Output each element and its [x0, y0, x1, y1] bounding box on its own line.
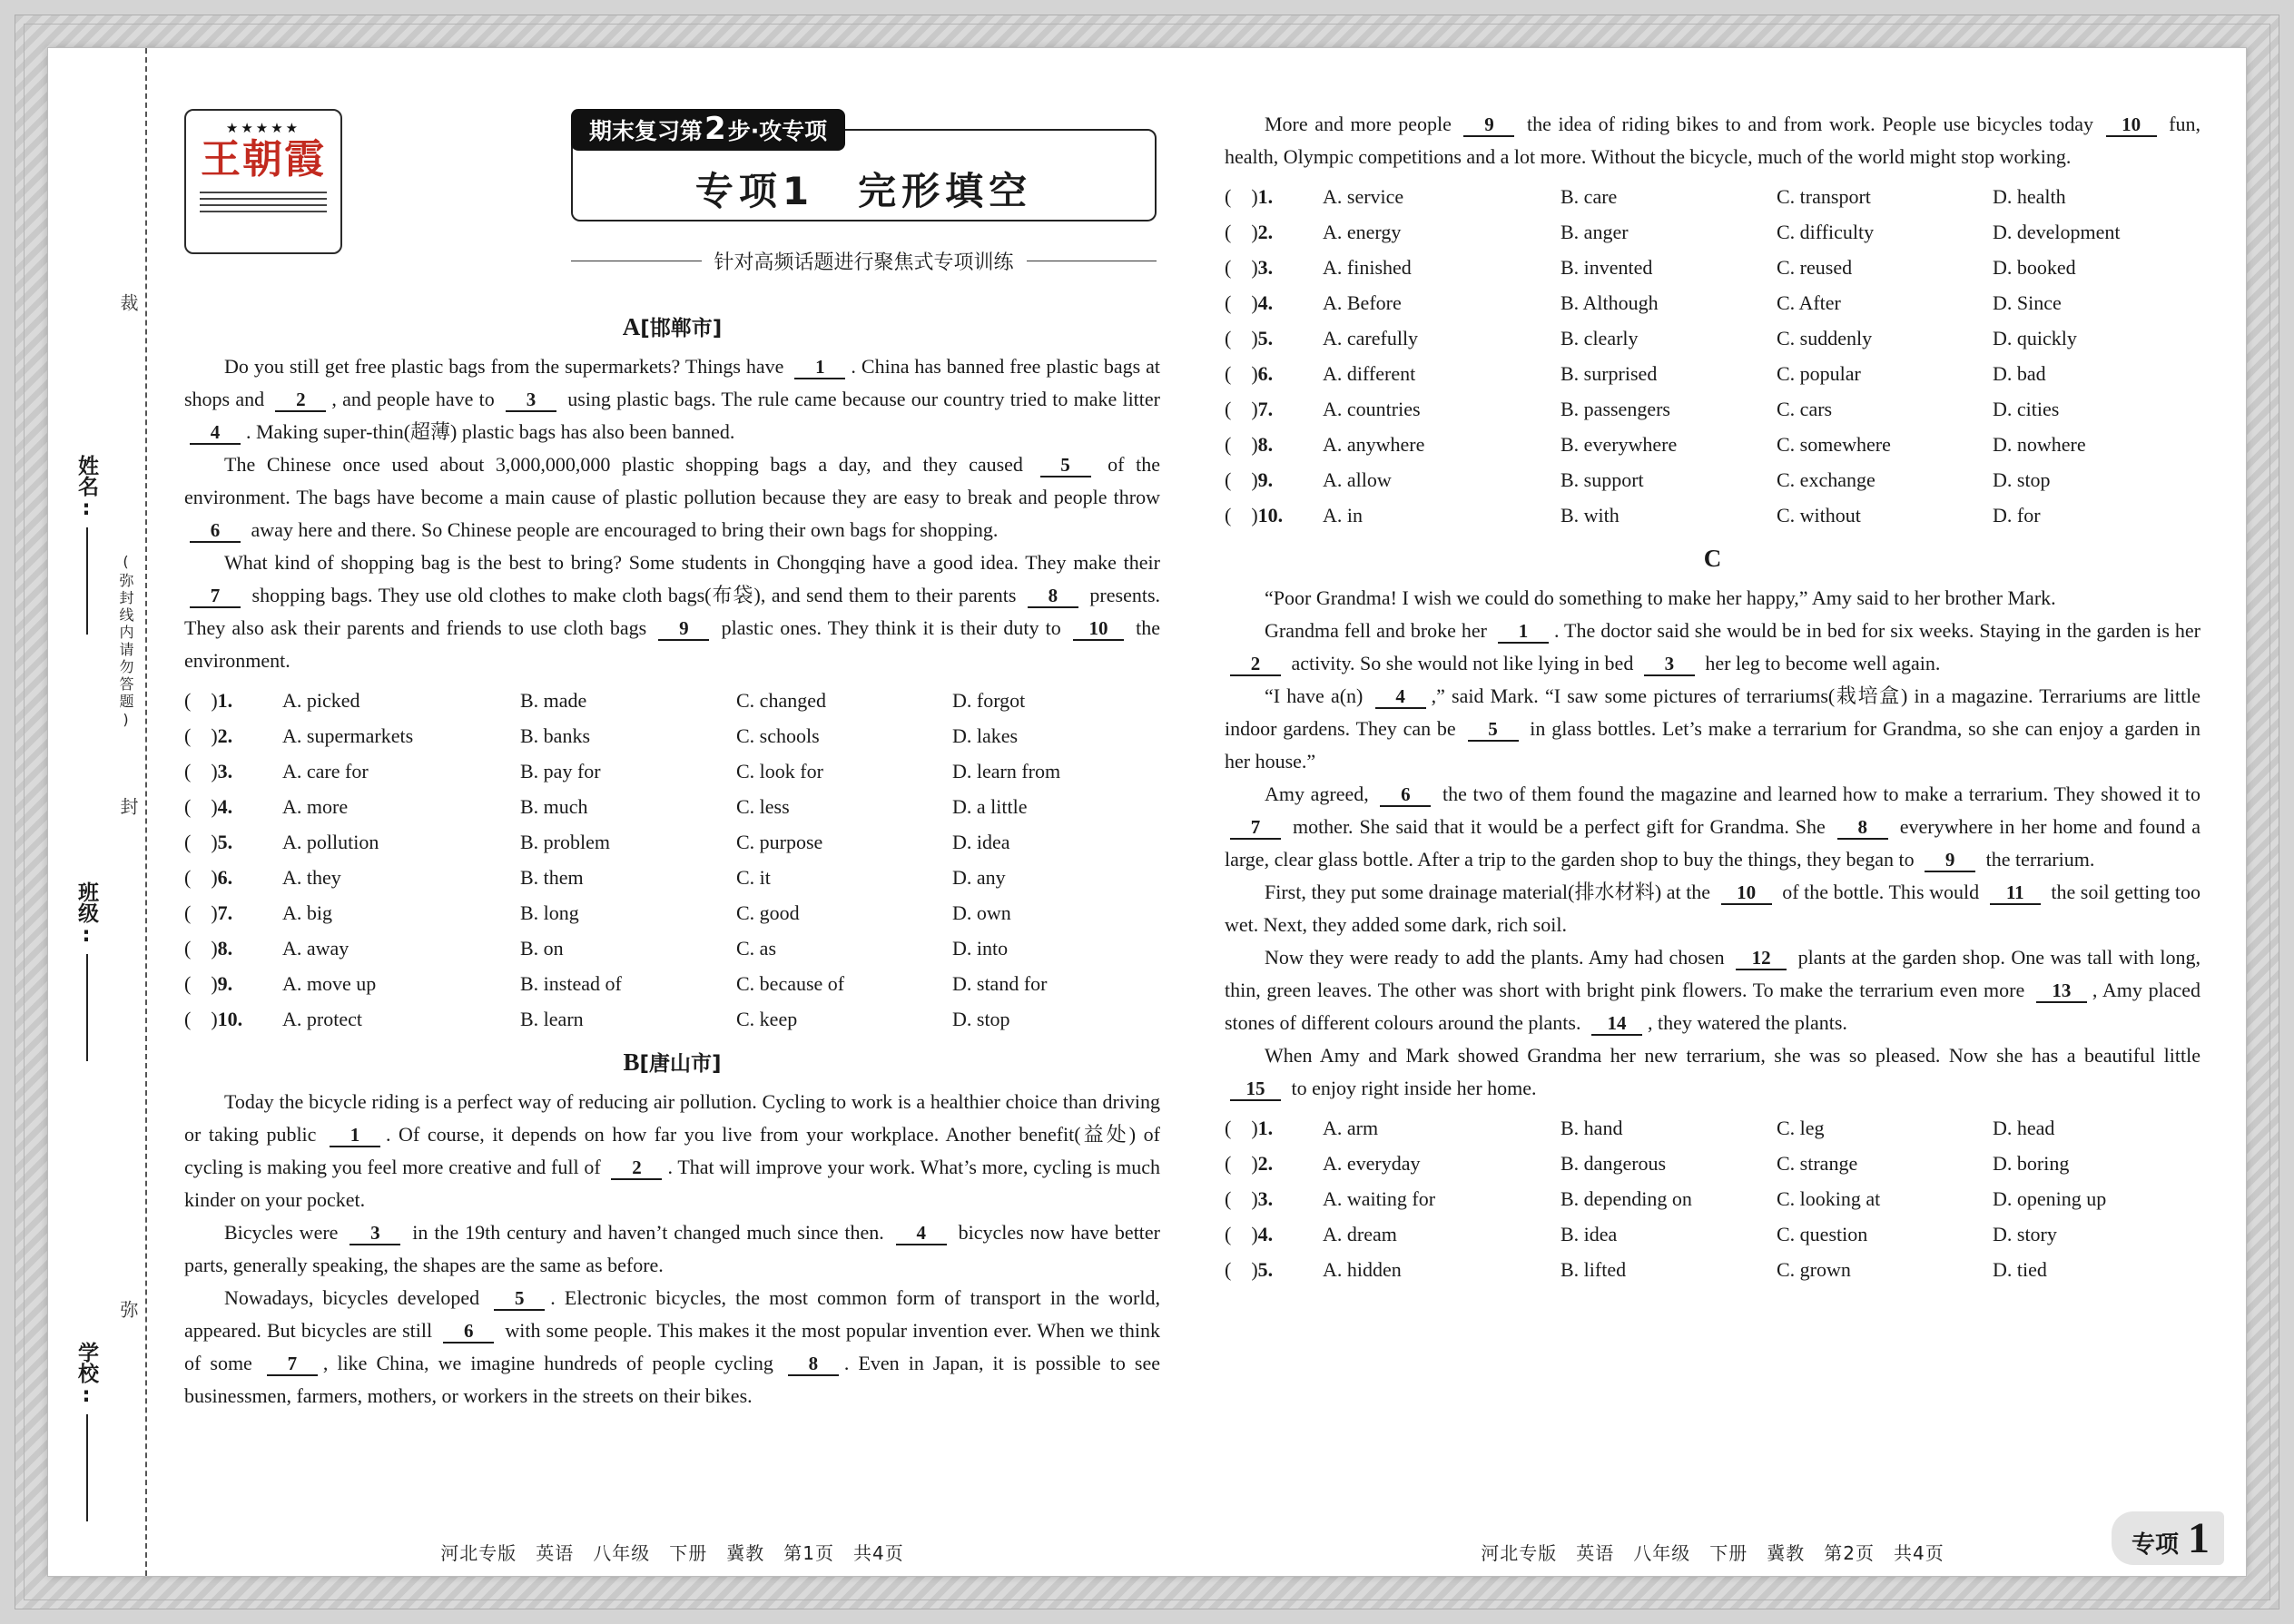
cloze-blank-a-2[interactable]: 2	[275, 389, 326, 412]
section-c-letter: C	[1703, 545, 1722, 572]
answer-slot-a-1[interactable]: ( )1.	[184, 689, 233, 712]
option-b-7-A[interactable]: A. countries	[1323, 398, 1421, 420]
option-c-2-C[interactable]: C. strange	[1777, 1152, 1858, 1175]
options-row-c-3	[1225, 1181, 2200, 1216]
page-tab-label: 专项	[2131, 1531, 2179, 1559]
answer-slot-c-3[interactable]: ( )3.	[1225, 1187, 1274, 1210]
badge-prefix: 期末复习第	[589, 118, 704, 144]
question-number-c-1: 1.	[1257, 1117, 1274, 1139]
question-number-b-6: 6.	[1257, 362, 1274, 385]
cloze-blank-c-3[interactable]: 3	[1644, 653, 1695, 676]
option-c-4-B[interactable]: B. idea	[1561, 1223, 1618, 1245]
option-b-2-A[interactable]: A. energy	[1323, 221, 1402, 243]
cloze-blank-c-12[interactable]: 12	[1736, 947, 1787, 970]
option-a-8-A[interactable]: A. away	[282, 937, 350, 960]
option-c-1-C[interactable]: C. leg	[1777, 1117, 1825, 1139]
option-a-1-D[interactable]: D. forgot	[952, 689, 1026, 712]
cloze-blank-c-9[interactable]: 9	[1925, 849, 1975, 872]
cloze-blank-c-10[interactable]: 10	[1721, 881, 1772, 905]
section-a-heading	[184, 305, 1160, 350]
title-box	[571, 111, 1157, 221]
option-a-7-D[interactable]: D. own	[952, 901, 1011, 924]
question-number-a-4: 4.	[217, 795, 233, 818]
option-b-4-A[interactable]: A. Before	[1323, 291, 1402, 314]
option-c-4-A[interactable]: A. dream	[1323, 1223, 1397, 1245]
option-a-10-D[interactable]: D. stop	[952, 1008, 1010, 1030]
answer-slot-b-5[interactable]: ( )5.	[1225, 327, 1274, 349]
question-number-a-1: 1.	[217, 689, 233, 712]
option-c-2-D[interactable]: D. boring	[1993, 1152, 2070, 1175]
options-row-c-5	[1225, 1252, 2200, 1287]
cloze-blank-c-5[interactable]: 5	[1468, 718, 1519, 742]
answer-slot-c-5[interactable]: ( )5.	[1225, 1258, 1274, 1281]
paragraph-b: Bicycles were 3 in the 19th century and haven’t changed much since then. 4 bicycles now have better parts, generally speaking, the shapes are the same as before.	[184, 1221, 1161, 1276]
option-b-8-A[interactable]: A. anywhere	[1323, 433, 1425, 456]
answer-slot-a-4[interactable]: ( )4.	[184, 795, 233, 818]
options-row-a-3	[184, 753, 1160, 789]
question-number-a-8: 8.	[217, 937, 233, 960]
cloze-blank-b-5[interactable]: 5	[494, 1287, 545, 1311]
page-title: 专项1 完形填空	[694, 169, 1033, 213]
option-b-6-A[interactable]: A. different	[1323, 362, 1416, 385]
option-a-9-B[interactable]: B. instead of	[520, 972, 622, 995]
answer-slot-b-2[interactable]: ( )2.	[1225, 221, 1274, 243]
badge-suffix: 步·攻专项	[727, 118, 828, 144]
paragraph-a: What kind of shopping bag is the best to bring? Some students in Chongqing have a good idea. They make their 7 shopping bags. They use old clothes to make cloth bags(布袋), and send them to their parents 8 presents. They also ask their parents and friends to use cloth bags 9 plastic ones. They think it is their duty to 10 the environment.	[184, 551, 1161, 672]
option-a-7-A[interactable]: A. big	[282, 901, 332, 924]
options-row-b-4	[1225, 285, 2200, 320]
class-field	[72, 881, 102, 1061]
cloze-blank-c-7[interactable]: 7	[1230, 816, 1281, 840]
option-b-3-A[interactable]: A. finished	[1323, 256, 1412, 279]
option-b-5-A[interactable]: A. carefully	[1323, 327, 1419, 349]
option-a-2-A[interactable]: A. supermarkets	[282, 724, 414, 747]
option-b-9-A[interactable]: A. allow	[1323, 468, 1392, 491]
option-b-4-B[interactable]: B. Although	[1561, 291, 1659, 314]
class-label: 班级:	[74, 881, 98, 947]
question-number-c-4: 4.	[1257, 1223, 1274, 1245]
option-c-5-A[interactable]: A. hidden	[1323, 1258, 1402, 1281]
worksheet-paper	[47, 47, 2247, 1577]
answer-slot-a-3[interactable]: ( )3.	[184, 760, 233, 782]
options-row-b-1	[1225, 179, 2200, 214]
school-field	[72, 1342, 102, 1521]
paragraph-c: Now they were ready to add the plants. Amy had chosen 12 plants at the garden shop. One was tall with long, thin, green leaves. The other was short with bright pink flowers. To make the terrarium even more 13 , Amy placed stones of different colours around the plants. 14 , they watered the plants.	[1225, 946, 2201, 1034]
cloze-blank-a-4[interactable]: 4	[190, 421, 241, 445]
option-a-4-B[interactable]: B. much	[520, 795, 588, 818]
option-b-4-C[interactable]: C. After	[1777, 291, 1841, 314]
footer-page-1: 河北专版 英语 八年级 下册 冀教 第1页 共4页	[440, 1542, 904, 1564]
cloze-blank-a-1[interactable]: 1	[794, 356, 845, 379]
cloze-blank-c-8[interactable]: 8	[1837, 816, 1888, 840]
name-field	[72, 455, 102, 635]
option-a-4-D[interactable]: D. a little	[952, 795, 1028, 818]
page-1-column	[184, 105, 1160, 1412]
answer-slot-b-1[interactable]: ( )1.	[1225, 185, 1274, 208]
answer-slot-b-3[interactable]: ( )3.	[1225, 256, 1274, 279]
page-corner-tab	[2112, 1511, 2224, 1565]
section-b-letter: B	[623, 1048, 640, 1076]
paragraph-c: First, they put some drainage material(排水材料) at the 10 of the bottle. This would 11 the soil getting too wet. Next, they added some dark, rich soil.	[1225, 881, 2200, 936]
option-c-2-B[interactable]: B. dangerous	[1561, 1152, 1667, 1175]
paragraph-b: Today the bicycle riding is a perfect way of reducing air pollution. Cycling to work is a healthier choice than driving or taking public 1 . Of course, it depends on how far you live from your workplace. Another benefit(益处) of cycling is making you feel more creative and full of 2 . That will improve your work. What’s more, cycling is much kinder on your pocket.	[184, 1090, 1160, 1211]
option-a-7-C[interactable]: C. good	[736, 901, 800, 924]
option-a-4-A[interactable]: A. more	[282, 795, 349, 818]
page-tab-number: 1	[2188, 1514, 2210, 1562]
option-c-3-B[interactable]: B. depending on	[1561, 1187, 1692, 1210]
question-number-b-1: 1.	[1257, 185, 1274, 208]
options-row-a-9	[184, 966, 1160, 1001]
cloze-blank-b-6[interactable]: 6	[443, 1320, 494, 1343]
options-row-a-8	[184, 930, 1160, 966]
school-write-line[interactable]	[86, 1414, 88, 1521]
option-a-3-A[interactable]: A. care for	[282, 760, 369, 782]
options-a	[184, 683, 1160, 1037]
option-c-5-B[interactable]: B. lifted	[1561, 1258, 1627, 1281]
option-b-10-D[interactable]: D. for	[1993, 504, 2041, 527]
options-row-c-4	[1225, 1216, 2200, 1252]
option-a-2-C[interactable]: C. schools	[736, 724, 820, 747]
brand-logo	[184, 109, 342, 254]
answer-slot-c-4[interactable]: ( )4.	[1225, 1223, 1274, 1245]
option-c-3-A[interactable]: A. waiting for	[1323, 1187, 1436, 1210]
option-b-6-B[interactable]: B. surprised	[1561, 362, 1658, 385]
option-c-1-B[interactable]: B. hand	[1561, 1117, 1623, 1139]
options-row-b-6	[1225, 356, 2200, 391]
option-a-10-C[interactable]: C. keep	[736, 1008, 798, 1030]
option-b-1-B[interactable]: B. care	[1561, 185, 1618, 208]
option-c-3-C[interactable]: C. looking at	[1777, 1187, 1881, 1210]
cloze-blank-b-2[interactable]: 2	[611, 1156, 662, 1180]
options-row-a-1	[184, 683, 1160, 718]
option-b-9-D[interactable]: D. stop	[1993, 468, 2051, 491]
cloze-blank-a-9[interactable]: 9	[658, 617, 709, 641]
cloze-blank-a-5[interactable]: 5	[1040, 454, 1091, 477]
seal-char-1: 裁	[117, 293, 139, 311]
cloze-blank-a-10[interactable]: 10	[1073, 617, 1124, 641]
paragraph-c: Amy agreed, 6 the two of them found the magazine and learned how to make a terrarium. They showed it to 7 mother. She said that it would be a perfect gift for Grandma. She 8 everywhere in her home and found a large, clear glass bottle. After a trip to the garden shop to buy the things, they began to 9 the terrarium.	[1225, 782, 2200, 871]
options-row-b-3	[1225, 250, 2200, 285]
answer-slot-a-2[interactable]: ( )2.	[184, 724, 233, 747]
option-c-5-C[interactable]: C. grown	[1777, 1258, 1851, 1281]
question-number-b-7: 7.	[1257, 398, 1274, 420]
question-number-b-2: 2.	[1257, 221, 1274, 243]
option-a-9-D[interactable]: D. stand for	[952, 972, 1048, 995]
options-c	[1225, 1110, 2200, 1287]
question-number-a-2: 2.	[217, 724, 233, 747]
cloze-blank-b-10[interactable]: 10	[2106, 113, 2157, 137]
seal-note: (弥封线内请勿答题)	[117, 553, 134, 731]
answer-slot-a-8[interactable]: ( )8.	[184, 937, 233, 960]
step-badge	[571, 109, 845, 151]
options-row-c-1	[1225, 1110, 2200, 1146]
option-a-6-C[interactable]: C. it	[736, 866, 771, 889]
option-a-8-D[interactable]: D. into	[952, 937, 1009, 960]
footer-page-2: 河北专版 英语 八年级 下册 冀教 第2页 共4页	[1481, 1542, 1944, 1564]
option-a-7-B[interactable]: B. long	[520, 901, 579, 924]
cloze-blank-b-4[interactable]: 4	[896, 1222, 947, 1245]
cloze-blank-c-1[interactable]: 1	[1498, 620, 1549, 644]
option-a-1-A[interactable]: A. picked	[282, 689, 360, 712]
answer-slot-a-6[interactable]: ( )6.	[184, 866, 233, 889]
page-2-column	[1225, 108, 2200, 1291]
passage-a	[184, 350, 1160, 677]
section-a-letter: A	[622, 313, 641, 340]
cloze-blank-c-14[interactable]: 14	[1591, 1012, 1642, 1036]
option-b-3-B[interactable]: B. invented	[1561, 256, 1653, 279]
section-a-city: [邯郸市]	[640, 317, 723, 340]
option-b-1-C[interactable]: C. transport	[1777, 185, 1871, 208]
question-number-a-6: 6.	[217, 866, 233, 889]
option-b-5-B[interactable]: B. clearly	[1561, 327, 1639, 349]
options-row-a-4	[184, 789, 1160, 824]
options-row-a-5	[184, 824, 1160, 860]
option-b-10-B[interactable]: B. with	[1561, 504, 1620, 527]
options-row-a-7	[184, 895, 1160, 930]
option-b-10-C[interactable]: C. without	[1777, 504, 1861, 527]
exam-header	[184, 105, 1160, 305]
class-write-line[interactable]	[86, 954, 88, 1061]
option-b-8-B[interactable]: B. everywhere	[1561, 433, 1678, 456]
seal-char-3: 弥	[117, 1300, 139, 1318]
options-row-c-2	[1225, 1146, 2200, 1181]
section-c-heading	[1225, 536, 2200, 582]
badge-number: 2	[704, 111, 726, 147]
options-row-a-2	[184, 718, 1160, 753]
cloze-blank-c-13[interactable]: 13	[2036, 979, 2087, 1003]
option-b-8-D[interactable]: D. nowhere	[1993, 433, 2086, 456]
option-a-10-A[interactable]: A. protect	[282, 1008, 362, 1030]
option-c-4-D[interactable]: D. story	[1993, 1223, 2057, 1245]
option-a-9-A[interactable]: A. move up	[282, 972, 377, 995]
question-number-a-9: 9.	[217, 972, 233, 995]
option-a-1-C[interactable]: C. changed	[736, 689, 826, 712]
cloze-blank-a-8[interactable]: 8	[1028, 585, 1078, 608]
option-a-5-C[interactable]: C. purpose	[736, 831, 823, 853]
option-b-3-D[interactable]: D. booked	[1993, 256, 2076, 279]
answer-slot-b-7[interactable]: ( )7.	[1225, 398, 1274, 420]
option-b-1-A[interactable]: A. service	[1323, 185, 1404, 208]
logo-stars-icon: ★★★★★	[225, 120, 301, 136]
options-row-b-8	[1225, 427, 2200, 462]
paragraph-a: Do you still get free plastic bags from the supermarkets? Things have 1 . China has banned free plastic bags at shops and 2 , and people have to 3 using plastic bags. The rule came because our country tried to make litter 4 . Making super-thin(超薄) plastic bags has also been banned.	[184, 355, 1161, 443]
option-b-6-C[interactable]: C. popular	[1777, 362, 1861, 385]
option-b-5-D[interactable]: D. quickly	[1993, 327, 2077, 349]
section-b-heading	[184, 1040, 1160, 1086]
cloze-blank-b-7[interactable]: 7	[267, 1353, 318, 1376]
subtitle	[571, 247, 1157, 275]
option-c-3-D[interactable]: D. opening up	[1993, 1187, 2107, 1210]
option-a-5-D[interactable]: D. idea	[952, 831, 1010, 853]
answer-slot-c-1[interactable]: ( )1.	[1225, 1117, 1274, 1139]
option-c-2-A[interactable]: A. everyday	[1323, 1152, 1421, 1175]
option-a-5-A[interactable]: A. pollution	[282, 831, 379, 853]
seal-dashed-line	[145, 48, 147, 1576]
option-b-10-A[interactable]: A. in	[1323, 504, 1363, 527]
option-a-8-B[interactable]: B. on	[520, 937, 564, 960]
cloze-blank-c-2[interactable]: 2	[1230, 653, 1281, 676]
option-a-8-C[interactable]: C. as	[736, 937, 776, 960]
options-row-b-2	[1225, 214, 2200, 250]
answer-slot-a-7[interactable]: ( )7.	[184, 901, 233, 924]
cloze-blank-c-15[interactable]: 15	[1230, 1078, 1281, 1101]
question-number-a-3: 3.	[217, 760, 233, 782]
question-number-a-5: 5.	[217, 831, 233, 853]
name-label: 姓名:	[74, 455, 98, 520]
paragraph-b: More and more people 9 the idea of riding bikes to and from work. People use bicycles today 10 fun, health, Olympic competitions and a lot more. Without the bicycle, much of the world might stop working.	[1225, 113, 2200, 168]
paragraph-c: “Poor Grandma! I wish we could do something to make her happy,” Amy said to her brother Mark.	[1265, 586, 2056, 609]
question-number-c-3: 3.	[1257, 1187, 1274, 1210]
question-number-a-7: 7.	[217, 901, 233, 924]
option-b-7-D[interactable]: D. cities	[1993, 398, 2060, 420]
options-row-a-6	[184, 860, 1160, 895]
question-number-b-5: 5.	[1257, 327, 1274, 349]
paragraph-c: “I have a(n) 4 ,” said Mark. “I saw some pictures of terrariums(栽培盒) in a magazine. Terrariums are little indoor gardens. They can be 5 in glass bottles. Let’s make a terrarium for Grandma, so she can enjoy a garden in her house.”	[1225, 684, 2200, 773]
question-number-c-2: 2.	[1257, 1152, 1274, 1175]
question-number-b-8: 8.	[1257, 433, 1274, 456]
option-b-3-C[interactable]: C. reused	[1777, 256, 1853, 279]
cloze-blank-c-4[interactable]: 4	[1375, 685, 1426, 709]
cloze-blank-a-3[interactable]: 3	[506, 389, 556, 412]
question-number-a-10: 10.	[217, 1008, 243, 1030]
option-b-7-B[interactable]: B. passengers	[1561, 398, 1670, 420]
logo-stripes-decoration	[200, 192, 327, 217]
section-b-city: [唐山市]	[639, 1052, 722, 1076]
paragraph-c: When Amy and Mark showed Grandma her new terrarium, she was so pleased. Now she has a beautiful little 15 to enjoy right inside her home.	[1225, 1039, 2200, 1105]
options-row-b-9	[1225, 462, 2200, 497]
option-a-2-B[interactable]: B. banks	[520, 724, 590, 747]
options-row-b-7	[1225, 391, 2200, 427]
option-b-6-D[interactable]: D. bad	[1993, 362, 2046, 385]
options-row-b-10	[1225, 497, 2200, 533]
option-a-6-B[interactable]: B. them	[520, 866, 584, 889]
options-row-a-10	[184, 1001, 1160, 1037]
answer-slot-b-4[interactable]: ( )4.	[1225, 291, 1274, 314]
cloze-blank-b-8[interactable]: 8	[788, 1353, 839, 1376]
question-number-b-3: 3.	[1257, 256, 1274, 279]
option-a-6-D[interactable]: D. any	[952, 866, 1006, 889]
option-a-5-B[interactable]: B. problem	[520, 831, 610, 853]
option-a-10-B[interactable]: B. learn	[520, 1008, 584, 1030]
option-a-3-B[interactable]: B. pay for	[520, 760, 601, 782]
option-c-5-D[interactable]: D. tied	[1993, 1258, 2047, 1281]
option-a-3-C[interactable]: C. look for	[736, 760, 823, 782]
options-b	[1225, 179, 2200, 533]
subtitle-text: 针对高频话题进行聚焦式专项训练	[714, 251, 1014, 274]
options-row-b-5	[1225, 320, 2200, 356]
option-a-1-B[interactable]: B. made	[520, 689, 587, 712]
option-b-2-B[interactable]: B. anger	[1561, 221, 1629, 243]
option-b-4-D[interactable]: D. Since	[1993, 291, 2062, 314]
option-a-6-A[interactable]: A. they	[282, 866, 341, 889]
answer-slot-b-8[interactable]: ( )8.	[1225, 433, 1274, 456]
option-c-1-D[interactable]: D. head	[1993, 1117, 2055, 1139]
cloze-blank-c-6[interactable]: 6	[1380, 783, 1431, 807]
paragraph-a: The Chinese once used about 3,000,000,000 plastic shopping bags a day, and they caused 5 of the environment. The bags have become a main cause of plastic pollution because they are easy to break and people throw 6 away here and there. So Chinese people are encouraged to bring their own bags for shopping.	[184, 453, 1160, 541]
answer-slot-b-9[interactable]: ( )9.	[1225, 468, 1274, 491]
option-b-8-C[interactable]: C. somewhere	[1777, 433, 1891, 456]
answer-slot-b-6[interactable]: ( )6.	[1225, 362, 1274, 385]
answer-slot-a-5[interactable]: ( )5.	[184, 831, 233, 853]
option-b-7-C[interactable]: C. cars	[1777, 398, 1833, 420]
option-c-1-A[interactable]: A. arm	[1323, 1117, 1379, 1139]
paragraph-b: Nowadays, bicycles developed 5 . Electronic bicycles, the most common form of transport in the world, appeared. But bicycles are still 6 with some people. This makes it the most popular invention ever. When we think of some 7 , like China, we imagine hundreds of people cycling 8 . Even in Japan, it is possible to see businessmen, farmers, mothers, or workers in the streets on their bikes.	[184, 1286, 1161, 1407]
seal-char-2: 封	[117, 797, 139, 815]
cloze-blank-b-1[interactable]: 1	[330, 1124, 380, 1147]
option-b-9-C[interactable]: C. exchange	[1777, 468, 1876, 491]
option-b-1-D[interactable]: D. health	[1993, 185, 2066, 208]
question-number-b-4: 4.	[1257, 291, 1274, 314]
option-a-3-D[interactable]: D. learn from	[952, 760, 1061, 782]
answer-slot-b-10[interactable]: ( )10.	[1225, 504, 1284, 527]
answer-slot-a-10[interactable]: ( )10.	[184, 1008, 243, 1030]
name-write-line[interactable]	[86, 527, 88, 635]
passage-b-continued	[1225, 108, 2200, 173]
cloze-blank-b-9[interactable]: 9	[1463, 113, 1514, 137]
cloze-blank-a-7[interactable]: 7	[190, 585, 241, 608]
answer-slot-a-9[interactable]: ( )9.	[184, 972, 233, 995]
option-b-2-C[interactable]: C. difficulty	[1777, 221, 1875, 243]
option-a-9-C[interactable]: C. because of	[736, 972, 845, 995]
passage-c	[1225, 582, 2200, 1105]
question-number-c-5: 5.	[1257, 1258, 1274, 1281]
option-a-4-C[interactable]: C. less	[736, 795, 790, 818]
option-b-2-D[interactable]: D. development	[1993, 221, 2121, 243]
logo-brand-name: 王朝霞	[201, 136, 326, 182]
option-b-9-B[interactable]: B. support	[1561, 468, 1644, 491]
paragraph-c: Grandma fell and broke her 1 . The doctor said she would be in bed for six weeks. Staying in the garden is her 2 activity. So she would not like lying in bed 3 her leg to become well again.	[1225, 615, 2200, 680]
cloze-blank-a-6[interactable]: 6	[190, 519, 241, 543]
cloze-blank-b-3[interactable]: 3	[350, 1222, 400, 1245]
option-a-2-D[interactable]: D. lakes	[952, 724, 1019, 747]
school-label: 学校:	[74, 1342, 98, 1407]
cloze-blank-c-11[interactable]: 11	[1990, 881, 2041, 905]
question-number-b-9: 9.	[1257, 468, 1274, 491]
option-b-5-C[interactable]: C. suddenly	[1777, 327, 1873, 349]
passage-b	[184, 1086, 1160, 1412]
answer-slot-c-2[interactable]: ( )2.	[1225, 1152, 1274, 1175]
question-number-b-10: 10.	[1257, 504, 1284, 527]
option-c-4-C[interactable]: C. question	[1777, 1223, 1868, 1245]
